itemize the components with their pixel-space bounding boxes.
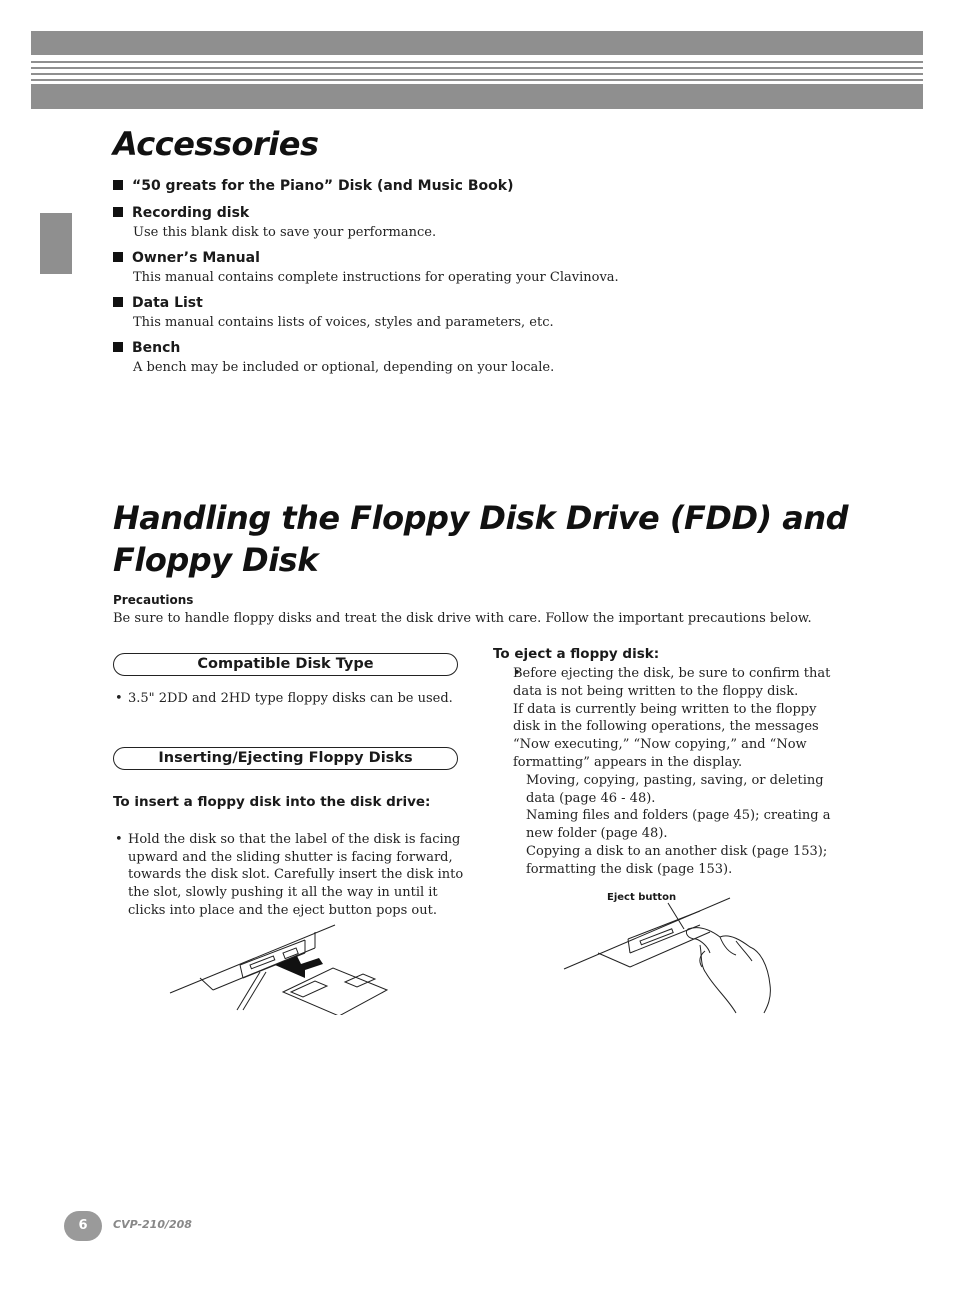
precautions-label: Precautions bbox=[113, 593, 194, 607]
insert-disk-illustration bbox=[165, 920, 395, 1015]
section-tab bbox=[40, 213, 72, 274]
accessory-item: Owner’s Manual bbox=[113, 249, 260, 267]
eject-button-label: Eject button bbox=[607, 892, 677, 903]
insert-bullet: • Hold the disk so that the label of the disk is facing upward and the sliding shutter is facing forward, towards the disk slot. Carefully insert the disk into the slot, slowly pushing it all the way in until it clicks into place and the eject button pops out. bbox=[115, 831, 473, 920]
accessory-description: A bench may be included or optional, depending on your locale. bbox=[133, 360, 555, 375]
eject-heading: To eject a floppy disk: bbox=[493, 646, 660, 662]
fdd-title: Handling the Floppy Disk Drive (FDD) and Floppy Disk bbox=[113, 499, 849, 579]
compatible-disk-heading: Compatible Disk Type bbox=[113, 653, 458, 676]
model-name: CVP-210/208 bbox=[113, 1218, 192, 1231]
accessory-item: “50 greats for the Piano” Disk (and Music Book) bbox=[113, 177, 513, 195]
eject-button-illustration bbox=[560, 895, 780, 1020]
precautions-text: Be sure to handle floppy disks and treat the disk drive with care. Follow the important precautions below. bbox=[113, 611, 812, 626]
compatible-bullet: • 3.5" 2DD and 2HD type floppy disks can be used. bbox=[115, 690, 468, 708]
accessory-item: Bench bbox=[113, 339, 180, 357]
accessory-description: This manual contains lists of voices, styles and parameters, etc. bbox=[133, 315, 554, 330]
insert-heading: To insert a floppy disk into the disk drive: bbox=[113, 794, 431, 810]
page-number: 6 bbox=[64, 1211, 102, 1241]
eject-paragraph: Before ejecting the disk, be sure to confirm that data is not being written to the floppy disk. bbox=[513, 666, 831, 699]
inserting-ejecting-heading: Inserting/Ejecting Floppy Disks bbox=[113, 747, 458, 770]
eject-body bbox=[513, 665, 843, 879]
eject-bullet: • Copying a disk to an another disk (page 153); formatting the disk (page 153). bbox=[513, 843, 843, 879]
accessory-description: This manual contains complete instructions for operating your Clavinova. bbox=[133, 270, 619, 285]
eject-bullet: • Naming files and folders (page 45); creating a new folder (page 48). bbox=[513, 807, 843, 843]
accessory-item: Recording disk bbox=[113, 204, 249, 222]
eject-paragraph: If data is currently being written to the floppy disk in the following operations, the messages “Now executing,” “Now copying,” and “Now formatting” appears in the display. bbox=[513, 701, 819, 770]
accessories-title: Accessories bbox=[113, 125, 319, 163]
accessory-item: Data List bbox=[113, 294, 203, 312]
accessory-description: Use this blank disk to save your performance. bbox=[133, 225, 437, 240]
header-band bbox=[31, 31, 923, 109]
eject-bullet: • Moving, copying, pasting, saving, or deleting data (page 46 - 48). bbox=[513, 772, 843, 808]
